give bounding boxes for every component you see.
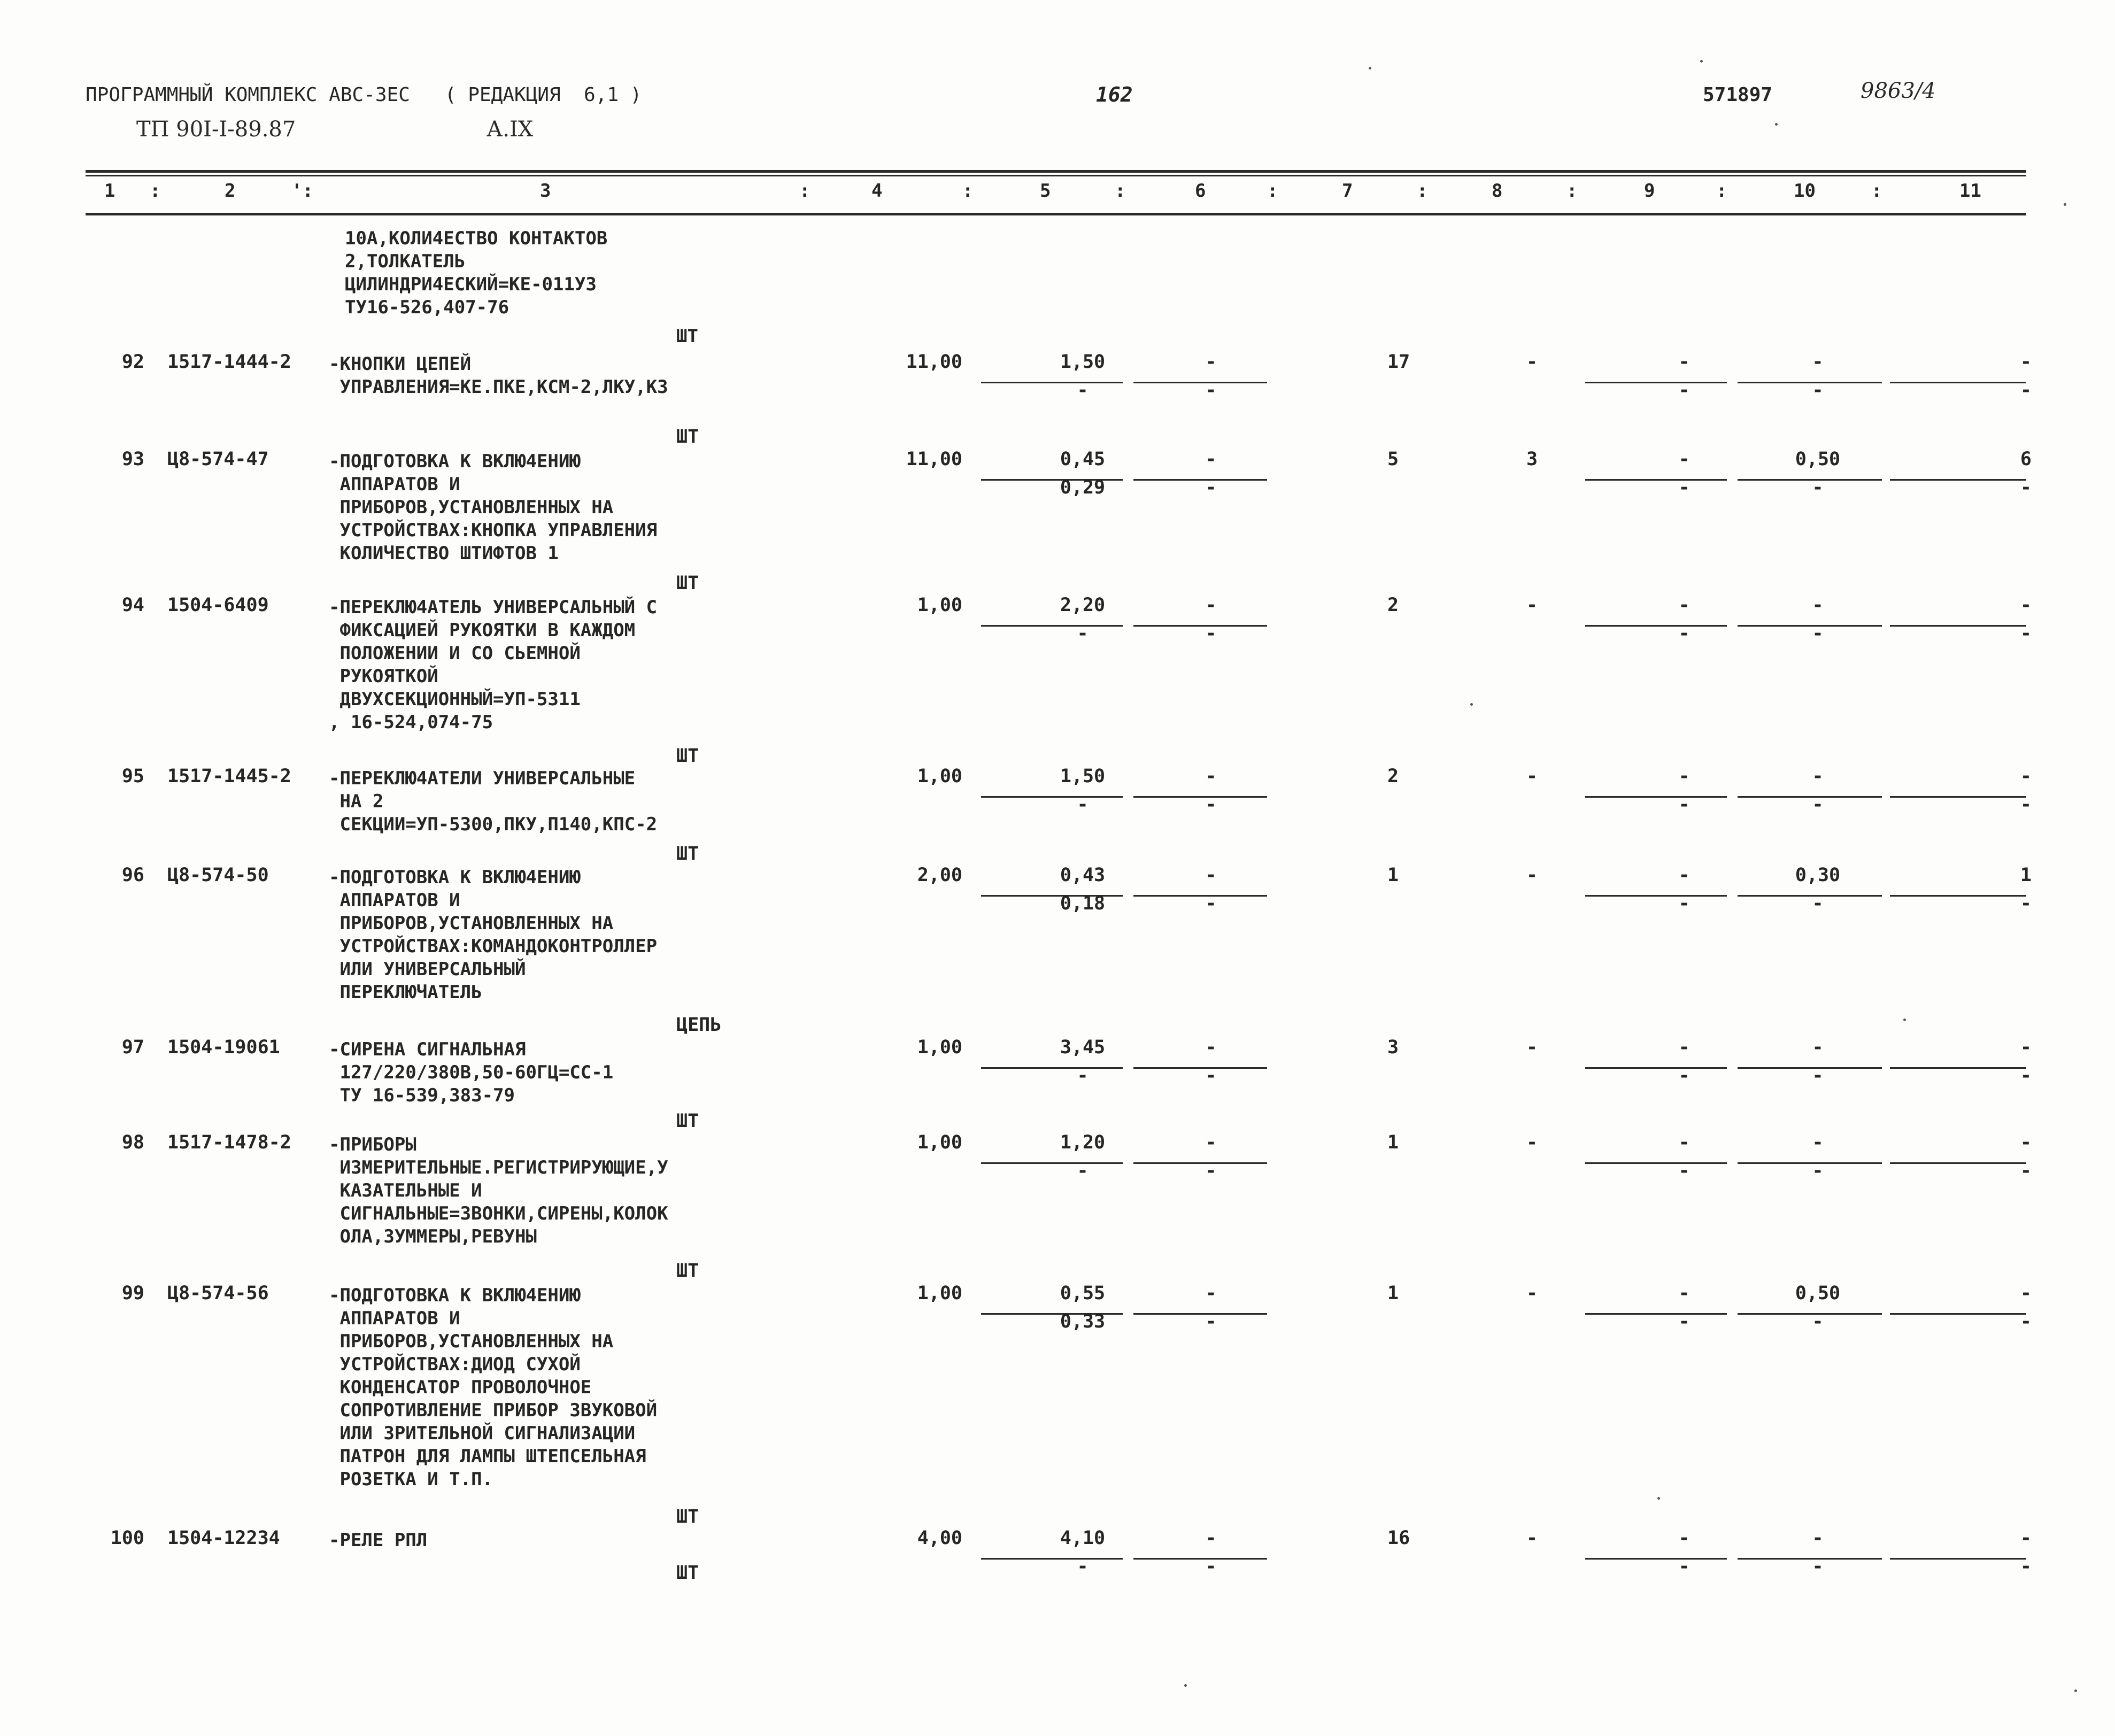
column-header: : [1566, 180, 1578, 202]
column-header: 9 [1644, 180, 1655, 202]
quantity: 1,00 [917, 1132, 962, 1153]
col7-value: 1 [1387, 1283, 1399, 1304]
col11-sub: - [2020, 477, 2032, 498]
col6-sub: - [1205, 893, 1217, 914]
col6-sub: - [1205, 380, 1217, 401]
item-description: -ПОДГОТОВКА К ВКЛЮ4ЕНИЮ АППАРАТОВ И ПРИБОРОВ,УСТАНОВЛЕННЫХ НА УСТРОЙСТВАХ:КОМАНДОКОНТРОЛЛЕР ИЛИ УНИВЕРСАЛЬНЫЙ ПЕРЕКЛЮЧАТЕЛЬ [329, 867, 658, 1003]
intro-line: ТУ16-526,407-76 [345, 297, 510, 318]
unit-label: ШТ [676, 573, 699, 594]
col8-value: - [1526, 865, 1538, 886]
row-number: 100 [110, 1527, 144, 1549]
row-number: 96 [121, 865, 144, 886]
col10-sub: - [1812, 1311, 1824, 1332]
row-number: 92 [121, 351, 144, 373]
col6-sub: - [1205, 1311, 1217, 1332]
col10-value: - [1812, 1132, 1824, 1153]
col7-value: 3 [1387, 1037, 1399, 1058]
column-header: 3 [540, 180, 551, 202]
item-code: 1517-1478-2 [167, 1132, 291, 1153]
col6-value: - [1205, 1527, 1217, 1549]
item-code: 1504-19061 [167, 1037, 280, 1058]
column-header: : [1115, 180, 1126, 202]
col9-sub: - [1678, 1160, 1690, 1182]
column-header: 11 [1959, 180, 1981, 202]
col9-sub: - [1678, 1065, 1690, 1086]
item-description: -ПЕРЕКЛЮ4АТЕЛИ УНИВЕРСАЛЬНЫЕ НА 2 СЕКЦИИ=УП-5300,ПКУ,П140,КПС-2 [329, 768, 658, 835]
col5-value: 0,43 [1060, 865, 1106, 886]
col6-sub: - [1205, 1556, 1217, 1577]
col8-value: - [1526, 1283, 1538, 1304]
col5-sub: - [1077, 794, 1089, 815]
scan-dot [1369, 67, 1371, 70]
album-number: А.IX [487, 117, 534, 142]
col5-value: 1,50 [1060, 766, 1106, 787]
item-code: 1517-1444-2 [167, 351, 291, 373]
col5-sub: 0,29 [1060, 477, 1106, 498]
quantity: 11,00 [906, 351, 962, 373]
col11-sub: - [2020, 794, 2032, 815]
unit-label: ЦЕПЬ [676, 1014, 722, 1036]
col5-value: 2,20 [1060, 595, 1106, 616]
scan-dot [1700, 60, 1703, 63]
row-number: 95 [121, 766, 144, 787]
col10-sub: - [1812, 623, 1824, 644]
unit-label: ШТ [676, 1110, 699, 1132]
item-code: 1504-6409 [167, 595, 269, 616]
col5-value: 0,45 [1060, 449, 1106, 470]
col11-value: - [2020, 1132, 2032, 1153]
column-header: : [1871, 180, 1882, 202]
col5-sub: - [1077, 380, 1089, 401]
col10-value: - [1812, 1037, 1824, 1058]
col11-value: - [2020, 1527, 2032, 1549]
col7-value: 1 [1387, 865, 1399, 886]
scan-dot [2074, 1689, 2077, 1692]
col9-value: - [1678, 865, 1690, 886]
document-code: 571897 [1703, 84, 1773, 106]
quantity: 1,00 [917, 1037, 962, 1058]
column-header: 10 [1794, 180, 1816, 202]
col7-value: 17 [1387, 351, 1410, 373]
col6-sub: - [1205, 1065, 1217, 1086]
column-header: : [799, 180, 811, 202]
col9-sub: - [1678, 1556, 1690, 1577]
col11-value: - [2020, 766, 2032, 787]
col5-value: 4,10 [1060, 1527, 1106, 1549]
quantity: 4,00 [917, 1527, 962, 1549]
col6-value: - [1205, 1037, 1217, 1058]
col5-sub: 0,18 [1060, 893, 1106, 914]
col5-sub: - [1077, 1556, 1089, 1577]
col6-sub: - [1205, 623, 1217, 644]
col7-value: 16 [1387, 1527, 1410, 1549]
page-number: 162 [1096, 83, 1133, 106]
item-description: -ПОДГОТОВКА К ВКЛЮ4ЕНИЮ АППАРАТОВ И ПРИБОРОВ,УСТАНОВЛЕННЫХ НА УСТРОЙСТВАХ:КНОПКА УПРАВЛЕНИЯ КОЛИЧЕСТВО ШТИФТОВ 1 [329, 451, 658, 564]
item-description: -ПОДГОТОВКА К ВКЛЮ4ЕНИЮ АППАРАТОВ И ПРИБОРОВ,УСТАНОВЛЕННЫХ НА УСТРОЙСТВАХ:ДИОД СУХОЙ КОНДЕНСАТОР ПРОВОЛОЧНОЕ СОПРОТИВЛЕНИЕ ПРИБОР ЗВУКОВОЙ ИЛИ ЗРИТЕЛЬНОЙ СИГНАЛИЗАЦИИ ПАТРОН ДЛЯ ЛАМПЫ ШТЕПСЕЛЬНАЯ РОЗЕТКА И Т.П. [329, 1285, 658, 1490]
col11-sub: - [2020, 893, 2032, 914]
col8-value: - [1526, 595, 1538, 616]
column-header: 2 [225, 180, 236, 202]
header-rule-bottom [86, 213, 2026, 215]
quantity: 11,00 [906, 449, 962, 470]
col8-value: - [1526, 766, 1538, 787]
col11-value: - [2020, 351, 2032, 373]
col9-value: - [1678, 1527, 1690, 1549]
col9-value: - [1678, 1037, 1690, 1058]
col11-sub: - [2020, 1160, 2032, 1182]
col9-value: - [1678, 449, 1690, 470]
col10-value: 0,50 [1795, 449, 1841, 470]
col11-value: 1 [2020, 865, 2032, 886]
column-header: : [1267, 180, 1278, 202]
col5-value: 1,50 [1060, 351, 1106, 373]
col10-value: - [1812, 766, 1824, 787]
col6-value: - [1205, 449, 1217, 470]
intro-unit: ШТ [676, 326, 698, 347]
col9-sub: - [1678, 1311, 1690, 1332]
col5-sub: - [1077, 1160, 1089, 1182]
col11-sub: - [2020, 1065, 2032, 1086]
column-header: 5 [1040, 180, 1051, 202]
quantity: 2,00 [917, 865, 962, 886]
program-title: ПРОГРАММНЫЙ КОМПЛЕКС АВС-3ЕС ( РЕДАКЦИЯ 6,1 ) [86, 84, 642, 106]
col9-sub: - [1678, 893, 1690, 914]
item-description: -СИРЕНА СИГНАЛЬНАЯ 127/220/380В,50-60ГЦ=СС-1 ТУ 16-539,383-79 [329, 1039, 614, 1106]
item-code: Ц8-574-47 [167, 449, 269, 470]
col7-value: 5 [1387, 449, 1399, 470]
intro-line: ЦИЛИНДРИ4ЕСКИЙ=КЕ-011У3 [345, 274, 597, 295]
intro-line: 10А,КОЛИ4ЕСТВО КОНТАКТОВ [345, 228, 608, 249]
col9-sub: - [1678, 380, 1690, 401]
header-rule-top-2 [86, 175, 2026, 176]
column-header: : [1417, 180, 1428, 202]
unit-label: ШТ [676, 843, 699, 865]
item-description: -ПРИБОРЫ ИЗМЕРИТЕЛЬНЫЕ.РЕГИСТРИРУЮЩИЕ,У КАЗАТЕЛЬНЫЕ И СИГНАЛЬНЫЕ=ЗВОНКИ,СИРЕНЫ,КОЛОК ОЛА,ЗУММЕРЫ,РЕВУНЫ [329, 1134, 668, 1247]
scan-dot [1657, 1497, 1660, 1500]
col10-sub: - [1812, 1065, 1824, 1086]
item-code: Ц8-574-50 [167, 865, 269, 886]
col9-value: - [1678, 1283, 1690, 1304]
unit-label: ШТ [676, 1506, 699, 1527]
col6-value: - [1205, 1132, 1217, 1153]
col9-value: - [1678, 351, 1690, 373]
item-code: 1517-1445-2 [167, 766, 291, 787]
col5-value: 1,20 [1060, 1132, 1106, 1153]
scan-dot [1775, 123, 1778, 126]
col11-value: - [2020, 1037, 2032, 1058]
row-number: 99 [121, 1283, 144, 1304]
item-description: -ПЕРЕКЛЮ4АТЕЛЬ УНИВЕРСАЛЬНЫЙ С ФИКСАЦИЕЙ РУКОЯТКИ В КАЖДОМ ПОЛОЖЕНИИ И СО СЬЕМНОЙ РУКОЯТКОЙ ДВУХСЕКЦИОННЫЙ=УП-5311 , 16-524,074-75 [329, 597, 658, 733]
col7-value: 1 [1387, 1132, 1399, 1153]
col10-sub: - [1812, 893, 1824, 914]
col6-value: - [1205, 1283, 1217, 1304]
quantity: 1,00 [917, 766, 962, 787]
col5-sub: - [1077, 623, 1089, 644]
col6-sub: - [1205, 794, 1217, 815]
col10-sub: - [1812, 477, 1824, 498]
intro-line: 2,ТОЛКАТЕЛЬ [345, 251, 466, 272]
scan-dot [1184, 1684, 1187, 1687]
column-header: 1 [104, 180, 115, 202]
col11-sub: - [2020, 1556, 2032, 1577]
col8-value: - [1526, 1132, 1538, 1153]
column-header: : [962, 180, 974, 202]
col8-value: - [1526, 1037, 1538, 1058]
col10-value: - [1812, 351, 1824, 373]
header-rule-top [86, 170, 2026, 173]
col10-sub: - [1812, 794, 1824, 815]
col7-value: 2 [1387, 766, 1399, 787]
col11-value: - [2020, 595, 2032, 616]
col11-value: 6 [2020, 449, 2032, 470]
col11-value: - [2020, 1283, 2032, 1304]
col9-value: - [1678, 1132, 1690, 1153]
row-number: 97 [121, 1037, 144, 1058]
column-header: ': [291, 180, 313, 202]
col11-sub: - [2020, 623, 2032, 644]
scan-dot [1470, 703, 1473, 706]
item-description: -РЕЛЕ РПЛ [329, 1530, 428, 1551]
row-number: 93 [121, 449, 144, 470]
item-description: -КНОПКИ ЦЕПЕЙ УПРАВЛЕНИЯ=КЕ.ПКЕ,КСМ-2,ЛКУ,КЗ [329, 353, 668, 398]
col10-sub: - [1812, 1160, 1824, 1182]
col6-value: - [1205, 595, 1217, 616]
col7-value: 2 [1387, 595, 1399, 616]
col8-value: 3 [1526, 449, 1538, 470]
col11-sub: - [2020, 380, 2032, 401]
col10-sub: - [1812, 1556, 1824, 1577]
col6-sub: - [1205, 1160, 1217, 1182]
col6-value: - [1205, 865, 1217, 886]
item-code: Ц8-574-56 [167, 1283, 269, 1304]
col5-value: 0,55 [1060, 1283, 1106, 1304]
col10-value: 0,50 [1795, 1283, 1841, 1304]
col10-sub: - [1812, 380, 1824, 401]
unit-label: ШТ [676, 426, 699, 447]
column-header: : [150, 180, 161, 202]
column-header: 7 [1342, 180, 1353, 202]
col8-value: - [1526, 1527, 1538, 1549]
column-header: 4 [871, 180, 883, 202]
col9-value: - [1678, 766, 1690, 787]
col6-value: - [1205, 766, 1217, 787]
col6-sub: - [1205, 477, 1217, 498]
project-number: ТП 90I-I-89.87 [136, 117, 296, 142]
row-number: 98 [121, 1132, 144, 1153]
col10-value: - [1812, 1527, 1824, 1549]
col5-sub: 0,33 [1060, 1311, 1106, 1332]
col10-value: 0,30 [1795, 865, 1841, 886]
unit-label: ШТ [676, 1260, 699, 1282]
col9-sub: - [1678, 623, 1690, 644]
col8-value: - [1526, 351, 1538, 373]
scan-dot [2064, 203, 2066, 206]
col6-value: - [1205, 351, 1217, 373]
sheet-number: 9863/4 [1861, 79, 1936, 103]
column-header: 6 [1195, 180, 1206, 202]
col10-value: - [1812, 595, 1824, 616]
unit-label: ШТ [676, 1562, 699, 1584]
unit-label: ШТ [676, 745, 699, 767]
col9-sub: - [1678, 794, 1690, 815]
col11-sub: - [2020, 1311, 2032, 1332]
col9-value: - [1678, 595, 1690, 616]
column-header: 8 [1492, 180, 1503, 202]
col5-value: 3,45 [1060, 1037, 1106, 1058]
item-code: 1504-12234 [167, 1527, 280, 1549]
column-header: : [1716, 180, 1727, 202]
row-number: 94 [121, 595, 144, 616]
quantity: 1,00 [917, 595, 962, 616]
col9-sub: - [1678, 477, 1690, 498]
col5-sub: - [1077, 1065, 1089, 1086]
quantity: 1,00 [917, 1283, 962, 1304]
scan-dot [1903, 1019, 1906, 1021]
